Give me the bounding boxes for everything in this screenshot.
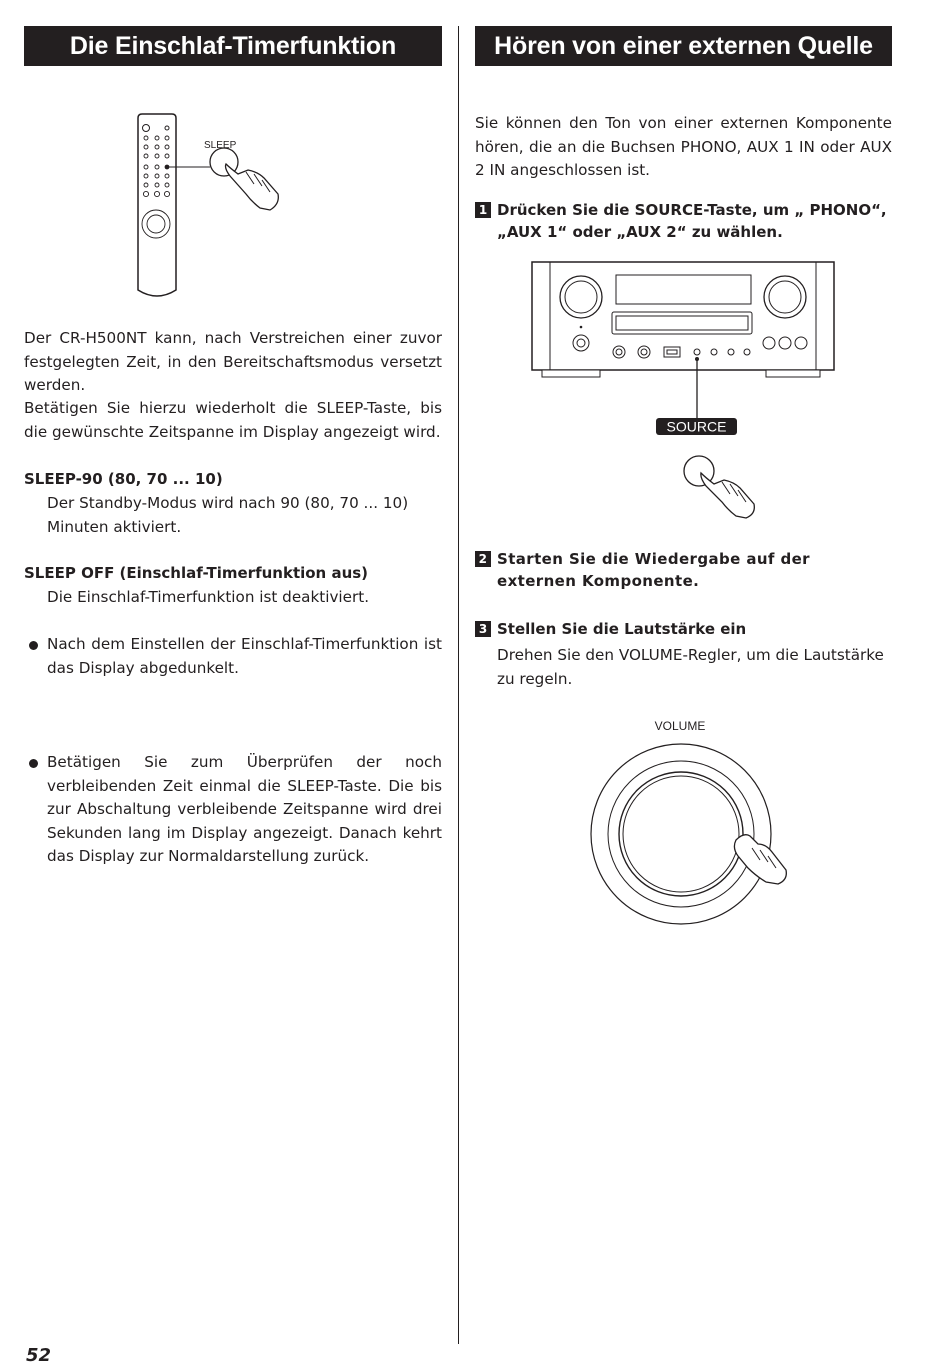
receiver-illustration [528, 258, 840, 520]
step-1: 1 Drücken Sie die SOURCE-Taste, um „ PHONO“, „AUX 1“ oder „AUX 2“ zu wählen. [475, 199, 892, 243]
sleep-instructions-text: Betätigen Sie hierzu wiederholt die SLEEP-Taste, bis die gewünschte Zeitspanne im Display angezeigt wird. [24, 399, 442, 441]
sleep-option-1-description: Der Standby-Modus wird nach 90 (80, 70 ... 10) Minuten aktiviert. [47, 494, 409, 536]
sleep-intro-text: Der CR-H500NT kann, nach Verstreichen einer zuvor festgelegten Zeit, in den Bereitschaftsmodus versetzt werden. [24, 329, 442, 394]
sleep-option-2-description: Die Einschlaf-Timerfunktion ist deaktiviert. [47, 588, 370, 606]
sleep-button-label: SLEEP [204, 140, 237, 151]
step-number-2: 2 [475, 551, 491, 567]
sleep-option-2-title: SLEEP OFF (Einschlaf-Timerfunktion aus) [24, 564, 369, 582]
left-section-heading: Die Einschlaf-Timerfunktion [24, 26, 442, 66]
bullet-icon [29, 641, 38, 650]
step-3-description: Drehen Sie den VOLUME-Regler, um die Lautstärke zu regeln. [497, 646, 884, 688]
step-3: 3 Stellen Sie die Lautstärke ein [475, 618, 892, 640]
source-button-label: SOURCE [666, 418, 727, 435]
sleep-note-2: Betätigen Sie zum Überprüfen der noch verbleibenden Zeit einmal die SLEEP-Taste. Die bis zur Abschaltung verbleibende Zeitspanne wird drei Sekunden lang im Display angezeigt. Danach kehrt das Display zur Normaldarstellung zurück. [24, 751, 442, 869]
sleep-option-1-title: SLEEP-90 (80, 70 ... 10) [24, 470, 223, 488]
step-number-3: 3 [475, 621, 491, 637]
column-divider [458, 26, 459, 1344]
step-2: 2 Starten Sie die Wiedergabe auf der externen Komponente. [475, 548, 892, 592]
volume-knob-illustration [580, 712, 800, 928]
volume-knob-label: VOLUME [654, 719, 706, 733]
step-number-1: 1 [475, 202, 491, 218]
page-number: 52 [26, 1345, 52, 1366]
external-source-intro: Sie können den Ton von einer externen Komponente hören, die an die Buchsen PHONO, AUX 1 IN oder AUX 2 IN angeschlossen ist. [475, 114, 892, 179]
sleep-note-1: Nach dem Einstellen der Einschlaf-Timerfunktion ist das Display abgedunkelt. [24, 633, 442, 680]
right-section-heading: Hören von einer externen Quelle [475, 26, 892, 66]
bullet-icon [29, 759, 38, 768]
